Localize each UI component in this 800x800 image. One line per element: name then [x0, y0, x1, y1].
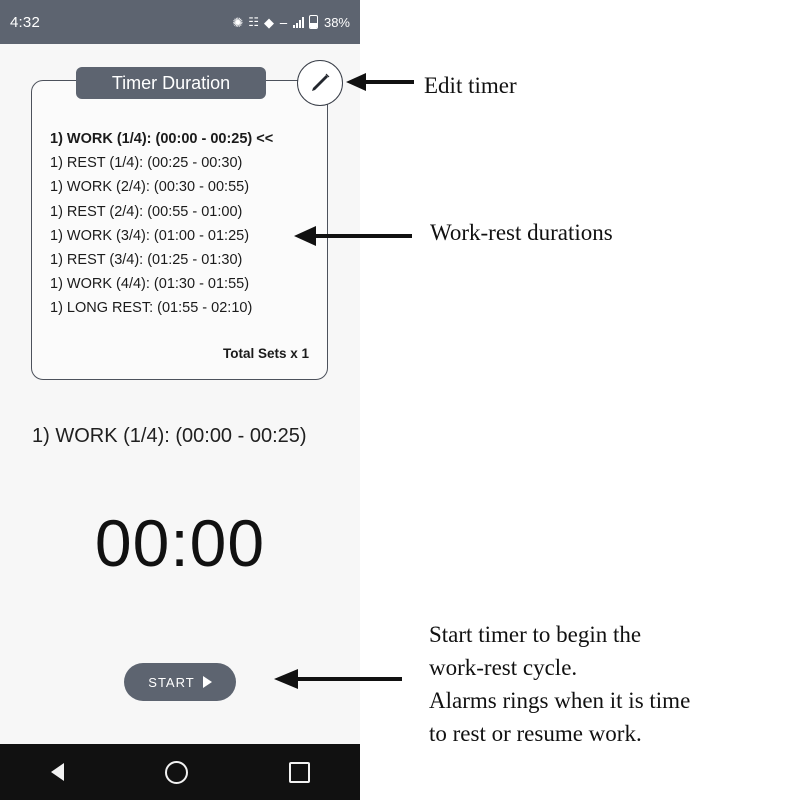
status-clock: 4:32 [10, 13, 40, 31]
status-bar [0, 0, 360, 44]
list-item: 1) REST (3/4): (01:25 - 01:30) [50, 252, 243, 269]
pencil-icon [308, 71, 332, 95]
annotation-start-line-4: to rest or resume work. [429, 721, 642, 746]
annotation-arrow-durations [292, 222, 414, 246]
bluetooth-icon: ✺ [232, 14, 244, 30]
back-triangle-icon[interactable] [51, 763, 64, 781]
edit-timer-button[interactable] [297, 60, 343, 106]
list-item: 1) LONG REST: (01:55 - 02:10) [50, 300, 253, 317]
wifi-icon: ◆ [264, 14, 274, 30]
list-item: 1) WORK (2/4): (00:30 - 00:55) [50, 179, 250, 196]
list-item: 1) WORK (1/4): (00:00 - 00:25) << [50, 131, 274, 147]
total-sets-label: Total Sets x 1 [222, 346, 309, 361]
annotation-arrow-start [272, 664, 404, 690]
list-item: 1) WORK (3/4): (01:00 - 01:25) [50, 227, 250, 244]
annotation-work-rest: Work-rest durations [430, 220, 613, 245]
battery-icon [309, 15, 318, 29]
annotation-edit-timer: Edit timer [424, 73, 517, 98]
signal-icon [293, 17, 304, 28]
annotation-start-line-3: Alarms rings when it is time [429, 688, 691, 713]
card-title: Timer Duration [76, 67, 266, 99]
start-button[interactable] [124, 663, 236, 701]
timer-duration-card [31, 72, 328, 380]
start-button-label: START [148, 674, 195, 690]
annotation-start-line-2: work-rest cycle. [429, 655, 578, 680]
battery-percent: 38% [323, 14, 350, 30]
annotation-start-timer [429, 618, 789, 750]
timer-display: 00:00 [94, 506, 266, 580]
annotation-arrow-edit [344, 68, 416, 92]
android-nav-bar [0, 744, 360, 800]
list-item: 1) REST (2/4): (00:55 - 01:00) [50, 203, 243, 220]
vibrate-icon: ☷ [248, 15, 259, 29]
nfc-icon: ⚊ [279, 16, 288, 27]
play-icon [203, 676, 212, 688]
annotation-start-line-1: Start timer to begin the [429, 622, 642, 647]
recents-square-icon[interactable] [289, 762, 310, 783]
current-segment-label: 1) WORK (1/4): (00:00 - 00:25) [32, 425, 307, 447]
home-circle-icon[interactable] [165, 761, 188, 784]
list-item: 1) REST (1/4): (00:25 - 00:30) [50, 155, 243, 172]
segment-list [50, 127, 313, 321]
status-icon-group [232, 15, 350, 29]
list-item: 1) WORK (4/4): (01:30 - 01:55) [50, 276, 250, 293]
